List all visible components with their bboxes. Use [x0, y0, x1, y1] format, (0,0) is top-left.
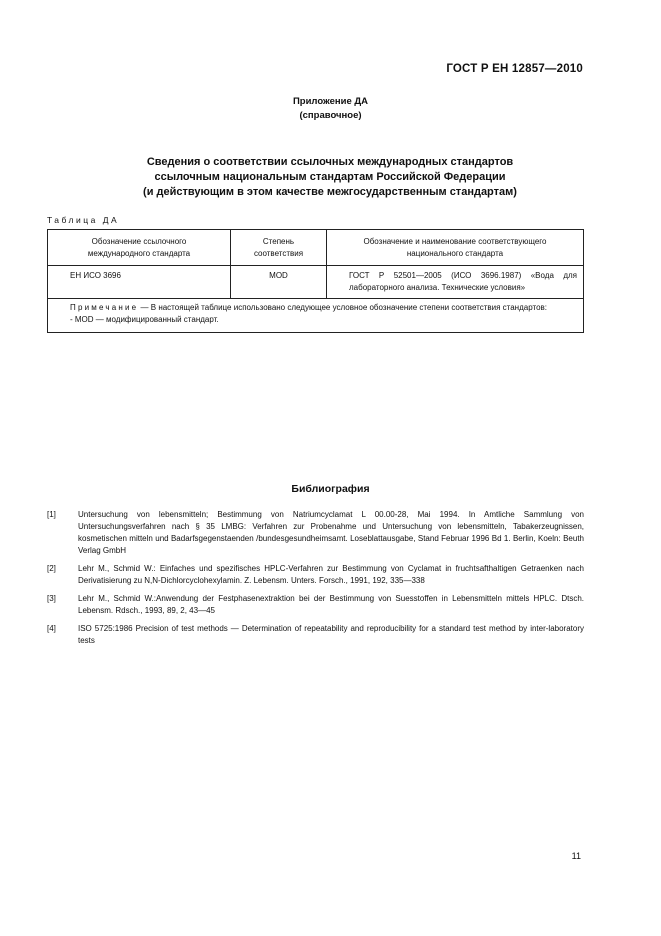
table-note — [48, 299, 584, 333]
header-national-standard — [327, 230, 584, 266]
header-degree — [231, 230, 327, 266]
bibliography-item — [47, 563, 584, 587]
bibliography-text: Lehr M., Schmid W.:Anwendung der Festphasenextraktion bei der Bestimmung von Suesstoffen in Lebensmitteln mittels HPLC. Dtsch. Lebensm. Rdsch., 1993, 89, 2, 43—45 — [78, 594, 584, 615]
bibliography-title: Библиография — [291, 483, 370, 495]
table-header-row — [48, 230, 584, 266]
bibliography-item — [47, 593, 584, 617]
header-national-line-2: национального стандарта — [406, 248, 504, 258]
bibliography-item — [47, 509, 584, 557]
table-label: Таблица ДА — [47, 215, 120, 225]
appendix-title: Приложение ДА — [292, 96, 369, 107]
correspondence-table — [47, 229, 584, 333]
section-title — [80, 155, 580, 200]
bibliography-number: [3] — [47, 594, 56, 603]
note-paragraph — [56, 302, 575, 314]
section-title-line-1: Сведения о соответствии ссылочных международных стандартов — [146, 156, 514, 168]
bibliography-number: [2] — [47, 564, 56, 573]
cell-intl-standard: ЕН ИСО 3696 — [48, 266, 231, 299]
header-national-line-1: Обозначение и наименование соответствующего — [363, 236, 547, 246]
note-text: — В настоящей таблице использовано следующее условное обозначение степени соответствия стандартов: — [138, 303, 547, 312]
section-title-line-3: (и действующим в этом качестве межгосударственным стандартам) — [143, 186, 517, 198]
appendix-heading — [0, 95, 661, 123]
header-intl-line-2: международного стандарта — [87, 248, 191, 258]
appendix-subtitle: (справочное) — [299, 110, 362, 121]
note-item: - MOD — модифицированный стандарт. — [70, 315, 219, 324]
document-code: ГОСТ Р ЕН 12857—2010 — [446, 63, 583, 75]
section-title-line-2: ссылочным национальным стандартам Российской Федерации — [154, 171, 506, 183]
bibliography-list — [47, 509, 584, 653]
header-intl-standard — [48, 230, 231, 266]
page-number: 11 — [571, 851, 581, 861]
cell-degree: MOD — [231, 266, 327, 299]
bibliography-text: Lehr M., Schmid W.: Einfaches und spezifisches HPLC-Verfahren zur Bestimmung von Cyclamat in fruchtsafthaltigen Getraenken nach Derivatisierung zu N,N-Dichlorcyclohexylamin. Z. Lebensm. Unters. Forsch., 1991, 192, 335—338 — [78, 564, 584, 585]
bibliography-number: [1] — [47, 510, 56, 519]
bibliography-text: Untersuchung von lebensmitteln; Bestimmung von Natriumcyclamat L 00.00-28, Mai 1994. In Amtliche Sammlung von Untersuchungsverfahren nach § 35 LMBG: Verfahren zur Probenahme und Untersuchung von lebensmitteln, Tabakerzeugnissen, kosmetischen mitteln und Badarfsgegenstaenden /bundesgesundheimsamt. Loseblattausgabe, Stand Februar 1996 Bd 1. Berlin, Koeln: Beuth Verlag GmbH — [78, 510, 584, 555]
header-degree-line-1: Степень — [262, 236, 295, 246]
table-note-row — [48, 299, 584, 333]
bibliography-text: ISO 5725:1986 Precision of test methods — Determination of repeatability and reproducibility for a standard test method by inter-laboratory tests — [78, 624, 584, 645]
header-degree-line-2: соответствия — [253, 248, 304, 258]
bibliography-item — [47, 623, 584, 647]
note-label: Примечание — [70, 303, 139, 312]
bibliography-number: [4] — [47, 624, 56, 633]
table-row — [48, 266, 584, 299]
header-intl-line-1: Обозначение ссылочного — [91, 236, 187, 246]
cell-national-standard: ГОСТ Р 52501—2005 (ИСО 3696.1987) «Вода для лабораторного анализа. Технические условия» — [327, 266, 584, 299]
